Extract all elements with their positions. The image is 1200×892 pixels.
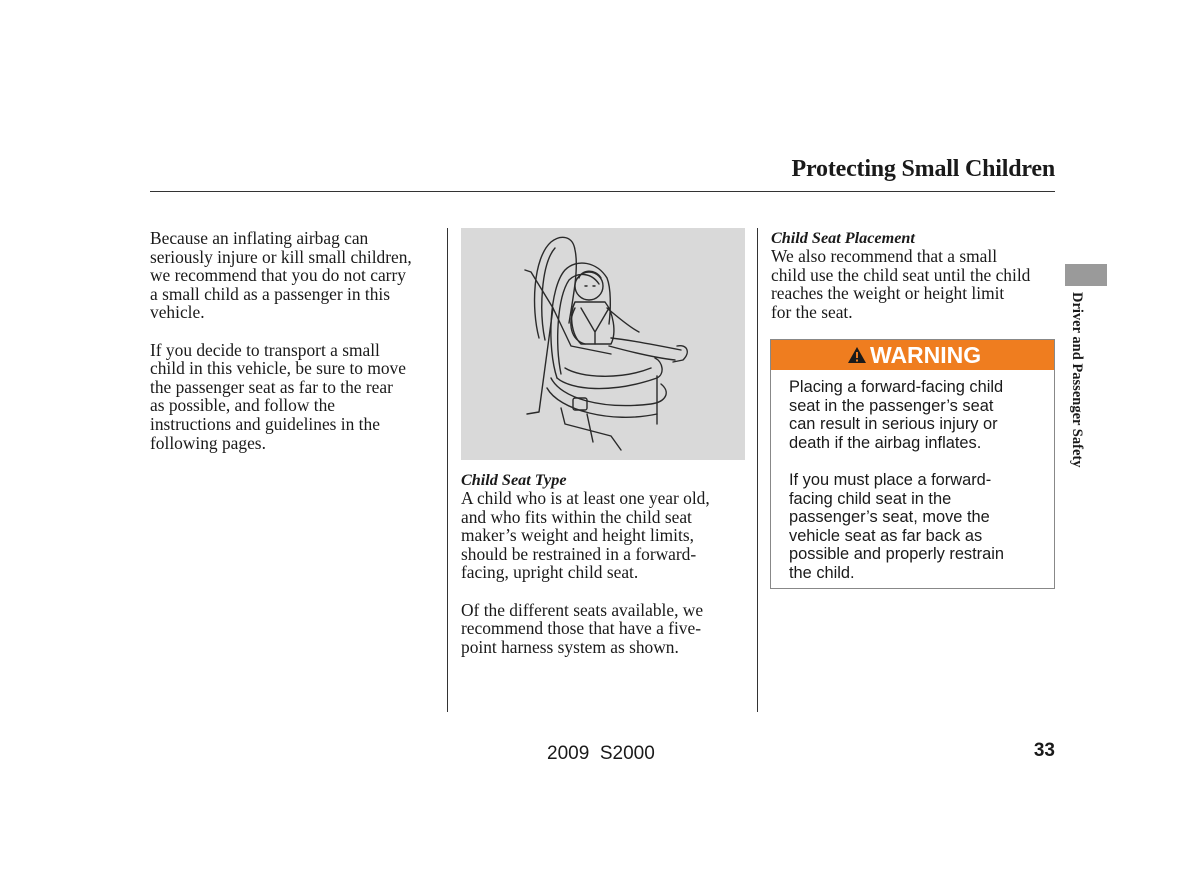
intro-column <box>150 229 440 471</box>
child-seat-placement-column <box>771 229 1061 340</box>
child-seat-type-heading: Child Seat Type <box>461 471 567 489</box>
child-seat-placement-paragraph: We also recommend that a small child use the child seat until the child reaches the weight or height limit for the seat. <box>771 246 1031 322</box>
warning-body <box>771 370 1054 583</box>
page-number: 33 <box>1033 740 1055 761</box>
footer-model: 2009 S2000 <box>547 743 655 764</box>
section-label: Driver and Passenger Safety <box>1069 292 1085 468</box>
warning-paragraph-1: Placing a forward-facing child seat in the passenger’s seat can result in serious injury or death if the airbag inflates. <box>789 378 1004 452</box>
child-seat-type-paragraph-1: A child who is at least one year old, and who fits within the child seat maker’s weight and height limits, should be restrained in a forward- facing, upright child seat. <box>461 488 710 583</box>
warning-label: WARNING <box>870 341 982 368</box>
child-seat-drawing <box>461 228 745 460</box>
child-seat-type-paragraph-2: Of the different seats available, we recommend those that have a five- point harness system as shown. <box>461 599 704 657</box>
warning-header <box>771 340 1054 370</box>
child-seat-placement-heading: Child Seat Placement <box>771 229 915 247</box>
column-divider-right <box>757 228 758 712</box>
column-divider-left <box>447 228 448 712</box>
page-title: Protecting Small Children <box>791 156 1055 182</box>
intro-paragraph-1: Because an inflating airbag can seriously injure or kill small children, we recommend that you do not carry a small child as a passenger in this vehicle. <box>150 228 412 323</box>
section-tab <box>1065 264 1107 286</box>
warning-triangle-icon <box>847 346 867 364</box>
title-divider <box>150 191 1055 192</box>
warning-paragraph-2: If you must place a forward- facing child seat in the passenger’s seat, move the vehicle seat as far back as possible and properly restrain the child. <box>789 470 1005 582</box>
intro-paragraph-2: If you decide to transport a small child in this vehicle, be sure to move the passenger seat as far to the rear as possible, and follow the instructions and guidelines in the following pages. <box>150 339 406 453</box>
child-seat-illustration <box>461 228 745 460</box>
warning-box <box>770 339 1055 589</box>
child-seat-type-column <box>461 471 751 675</box>
